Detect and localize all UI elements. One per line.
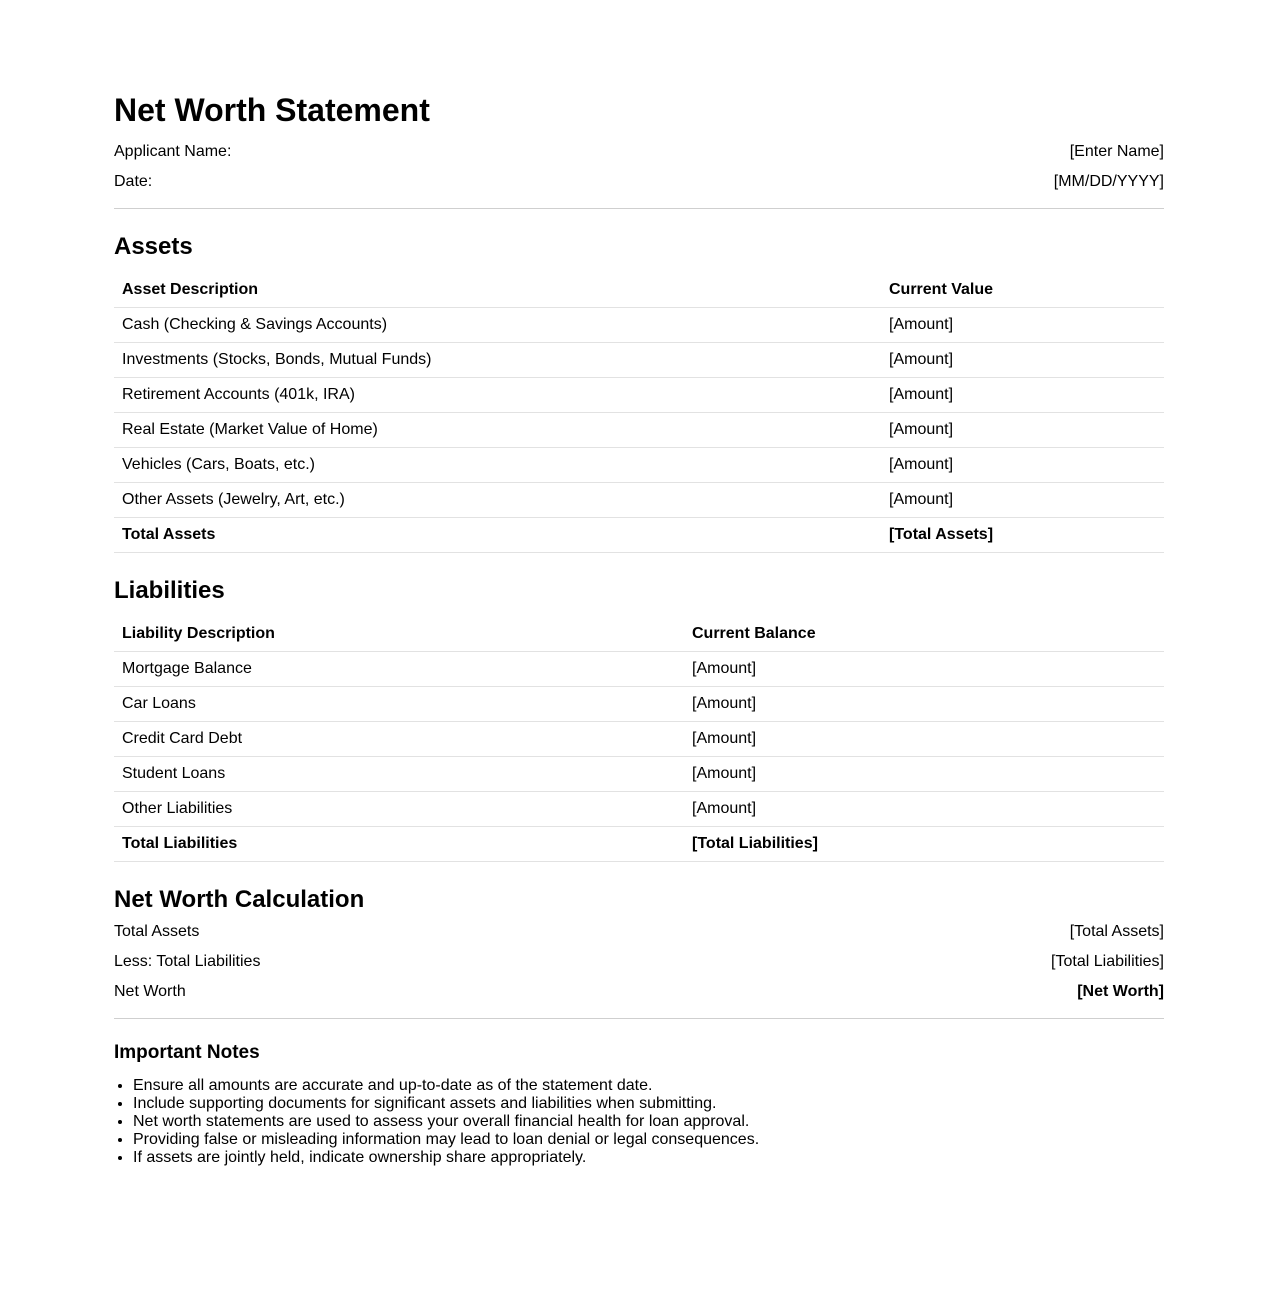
liability-value: [Amount] bbox=[684, 687, 1164, 722]
liability-value: [Amount] bbox=[684, 722, 1164, 757]
list-item: • Include supporting documents for significant assets and liabilities when submitting. bbox=[133, 1095, 1164, 1113]
applicant-value: [Enter Name] bbox=[1069, 143, 1164, 160]
asset-description: Vehicles (Cars, Boats, etc.) bbox=[114, 448, 881, 483]
table-row bbox=[114, 308, 1164, 343]
table-row bbox=[114, 343, 1164, 378]
total-liabilities-row bbox=[114, 827, 1164, 862]
total-assets-label: Total Assets bbox=[114, 518, 881, 553]
table-row bbox=[114, 413, 1164, 448]
liability-description: Other Liabilities bbox=[114, 792, 684, 827]
liabilities-table bbox=[114, 617, 1164, 862]
assets-heading: Assets bbox=[114, 233, 193, 260]
asset-value: [Amount] bbox=[881, 413, 1164, 448]
calc-label: Total Assets bbox=[114, 923, 200, 940]
asset-value: [Amount] bbox=[881, 308, 1164, 343]
applicant-row bbox=[114, 144, 1164, 174]
total-liabilities-value: [Total Liabilities] bbox=[684, 827, 1164, 862]
list-item: • Providing false or misleading information may lead to loan denial or legal consequences. bbox=[133, 1131, 1164, 1149]
list-item: • Net worth statements are used to assess your overall financial health for loan approval. bbox=[133, 1113, 1164, 1131]
calc-total-liabilities-row bbox=[114, 954, 1164, 984]
asset-description: Investments (Stocks, Bonds, Mutual Funds) bbox=[114, 343, 881, 378]
date-row bbox=[114, 174, 1164, 204]
net-worth-value: [Net Worth] bbox=[1077, 983, 1164, 1000]
total-assets-value: [Total Assets] bbox=[881, 518, 1164, 553]
liability-description: Student Loans bbox=[114, 757, 684, 792]
current-balance-header: Current Balance bbox=[684, 617, 1164, 652]
table-row bbox=[114, 652, 1164, 687]
calc-label: Net Worth bbox=[114, 983, 186, 1000]
liability-value: [Amount] bbox=[684, 652, 1164, 687]
page-title: Net Worth Statement bbox=[114, 92, 430, 128]
asset-description: Other Assets (Jewelry, Art, etc.) bbox=[114, 483, 881, 518]
date-label: Date: bbox=[114, 173, 153, 190]
liability-description: Credit Card Debt bbox=[114, 722, 684, 757]
liabilities-heading: Liabilities bbox=[114, 577, 225, 604]
table-row bbox=[114, 448, 1164, 483]
table-row bbox=[114, 722, 1164, 757]
liability-description: Mortgage Balance bbox=[114, 652, 684, 687]
total-assets-row bbox=[114, 518, 1164, 553]
asset-description-header: Asset Description bbox=[114, 273, 881, 308]
asset-value: [Amount] bbox=[881, 448, 1164, 483]
applicant-label: Applicant Name: bbox=[114, 143, 232, 160]
asset-description: Cash (Checking & Savings Accounts) bbox=[114, 308, 881, 343]
calc-net-worth-row bbox=[114, 984, 1164, 1014]
asset-description: Real Estate (Market Value of Home) bbox=[114, 413, 881, 448]
current-value-header: Current Value bbox=[881, 273, 1164, 308]
asset-value: [Amount] bbox=[881, 378, 1164, 413]
asset-value: [Amount] bbox=[881, 343, 1164, 378]
calculation-divider bbox=[114, 1018, 1164, 1019]
table-header-row bbox=[114, 273, 1164, 308]
table-row bbox=[114, 687, 1164, 722]
calc-value: [Total Liabilities] bbox=[1051, 953, 1164, 970]
table-row bbox=[114, 792, 1164, 827]
liability-value: [Amount] bbox=[684, 792, 1164, 827]
list-item: • Ensure all amounts are accurate and up-to-date as of the statement date. bbox=[133, 1077, 1164, 1095]
total-liabilities-label: Total Liabilities bbox=[114, 827, 684, 862]
asset-value: [Amount] bbox=[881, 483, 1164, 518]
liability-value: [Amount] bbox=[684, 757, 1164, 792]
table-header-row bbox=[114, 617, 1164, 652]
liability-description-header: Liability Description bbox=[114, 617, 684, 652]
date-value: [MM/DD/YYYY] bbox=[1053, 173, 1164, 190]
asset-description: Retirement Accounts (401k, IRA) bbox=[114, 378, 881, 413]
net-worth-calculation-heading: Net Worth Calculation bbox=[114, 886, 365, 913]
calc-label: Less: Total Liabilities bbox=[114, 953, 261, 970]
table-row bbox=[114, 483, 1164, 518]
calc-value: [Total Assets] bbox=[1069, 923, 1164, 940]
net-worth-document bbox=[114, 0, 1164, 1167]
list-item: • If assets are jointly held, indicate ownership share appropriately. bbox=[133, 1149, 1164, 1167]
table-row bbox=[114, 757, 1164, 792]
important-notes-heading: Important Notes bbox=[114, 1042, 260, 1063]
header-divider bbox=[114, 208, 1164, 209]
assets-table bbox=[114, 273, 1164, 553]
notes-list bbox=[114, 1077, 1164, 1167]
table-row bbox=[114, 378, 1164, 413]
calc-total-assets-row bbox=[114, 924, 1164, 954]
liability-description: Car Loans bbox=[114, 687, 684, 722]
